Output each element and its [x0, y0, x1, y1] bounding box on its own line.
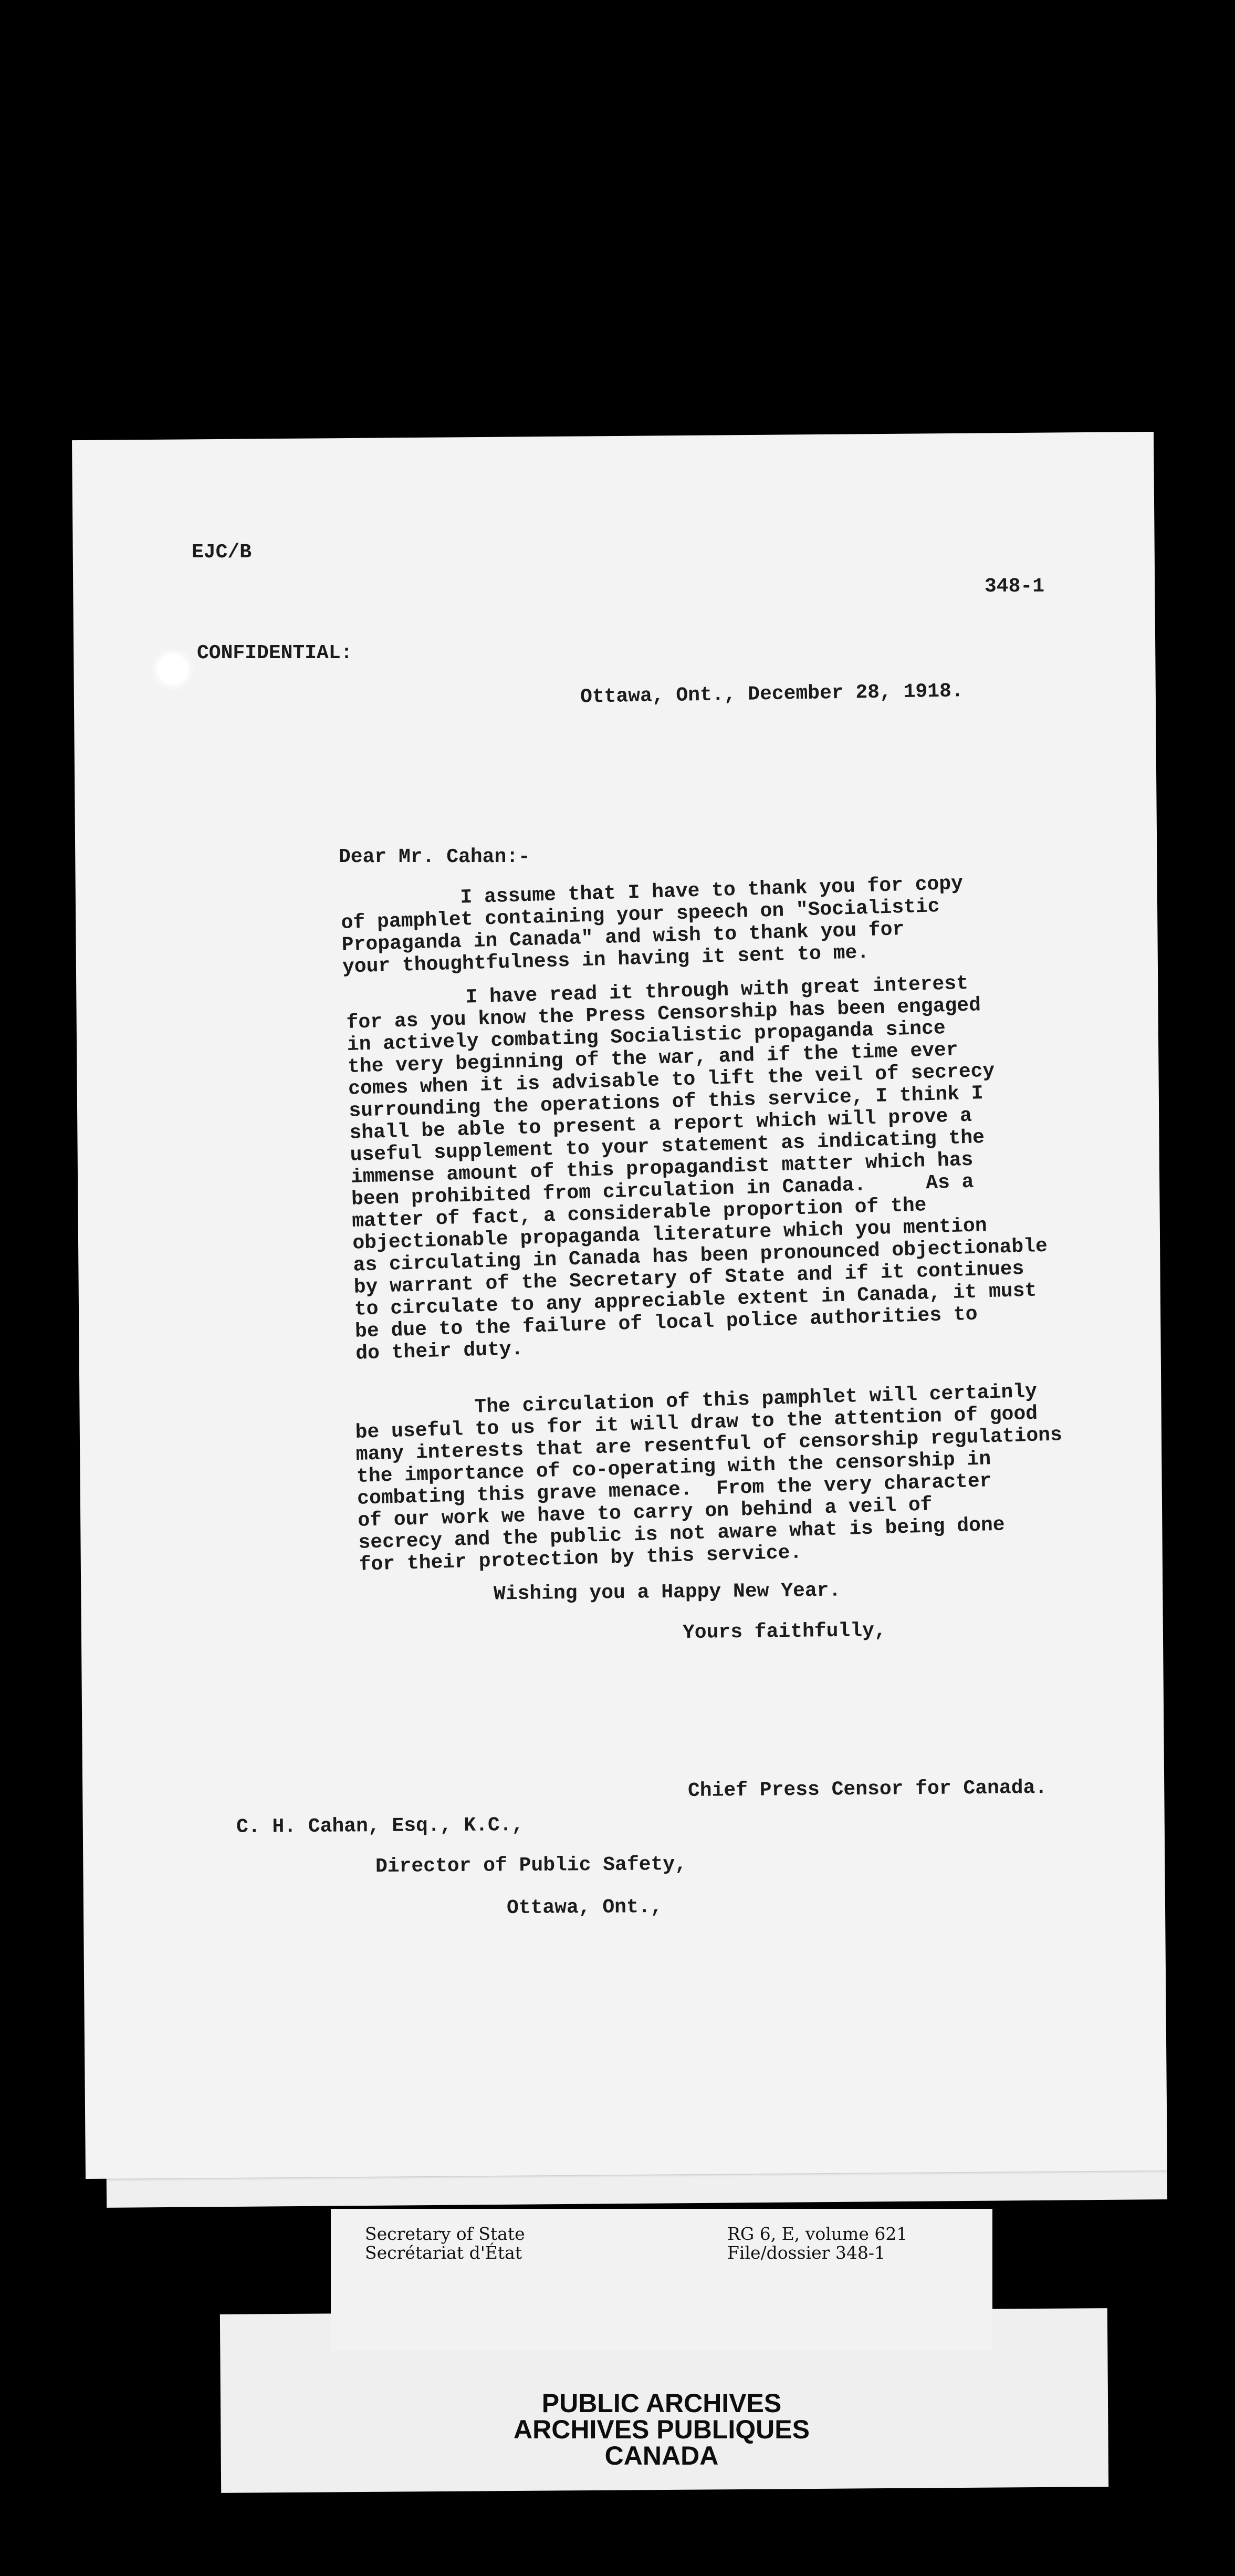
body-paragraph-2: I have read it through with great interest for as you know the Press Censorship has been engaged in actively combating Socialistic propaganda since the very beginning of the war, and if the time ever comes when it is advisable to lift the veil of secrecy surrounding the operations of this service, I think I shall be able to present a report which will prove a useful supplement to your statement as indicating the immense amount of this propagandist matter which has been prohibited from circulation in Canada. As a matter of fact, a considerable proportion of the objectionable propaganda literature which you mention as circulating in Canada has been pronounced objectionable by warrant of the Secretary of State and if it continues to circulate to any appreciable extent in Canada, it must be due to the failure of local police authorities to do their duty. — [345, 972, 1048, 1365]
department-fr: Secrétariat d'État — [365, 2242, 522, 2263]
stamp-line-3: CANADA — [604, 2441, 719, 2470]
stamp-line-1: PUBLIC ARCHIVES — [541, 2388, 782, 2418]
recipient-city: Ottawa, Ont., — [506, 1895, 663, 1920]
classification: CONFIDENTIAL: — [197, 642, 353, 664]
reference-code: EJC/B — [192, 541, 252, 564]
stamp-line-2: ARCHIVES PUBLIQUES — [514, 2415, 810, 2444]
place-date: Ottawa, Ont., December 28, 1918. — [580, 680, 964, 709]
closing-wish: Wishing you a Happy New Year. — [493, 1579, 841, 1606]
archive-stamp — [341, 2390, 982, 2469]
body-paragraph-3: The circulation of this pamphlet will certainly be useful to us for it will draw to the attention of good many interests that are resentful of censorship regulations the importance of co-operating with the censorship in combating this grave menace. From the very character of our work we have to carry on behind a veil of secrecy and the public is not aware what is being done for their protection by this service. — [354, 1380, 1063, 1576]
archive-reference-label — [331, 2209, 992, 2351]
signature-title: Chief Press Censor for Canada. — [687, 1777, 1048, 1802]
complimentary-close: Yours faithfully, — [682, 1619, 886, 1645]
department-en: Secretary of State — [365, 2224, 525, 2244]
file-number: 348-1 — [985, 575, 1045, 598]
recipient-title: Director of Public Safety, — [375, 1853, 687, 1878]
file-reference: File/dossier 348-1 — [727, 2242, 885, 2263]
punch-hole — [158, 654, 188, 684]
recipient-name: C. H. Cahan, Esq., K.C., — [236, 1814, 524, 1838]
record-group: RG 6, E, volume 621 — [727, 2224, 908, 2244]
body-paragraph-1: I assume that I have to thank you for copy of pamphlet containing your speech on "Socialistic Propaganda in Canada" and wish to thank you for your thoughtfulness in having it sent to me. — [340, 872, 964, 979]
salutation: Dear Mr. Cahan:- — [339, 846, 530, 868]
